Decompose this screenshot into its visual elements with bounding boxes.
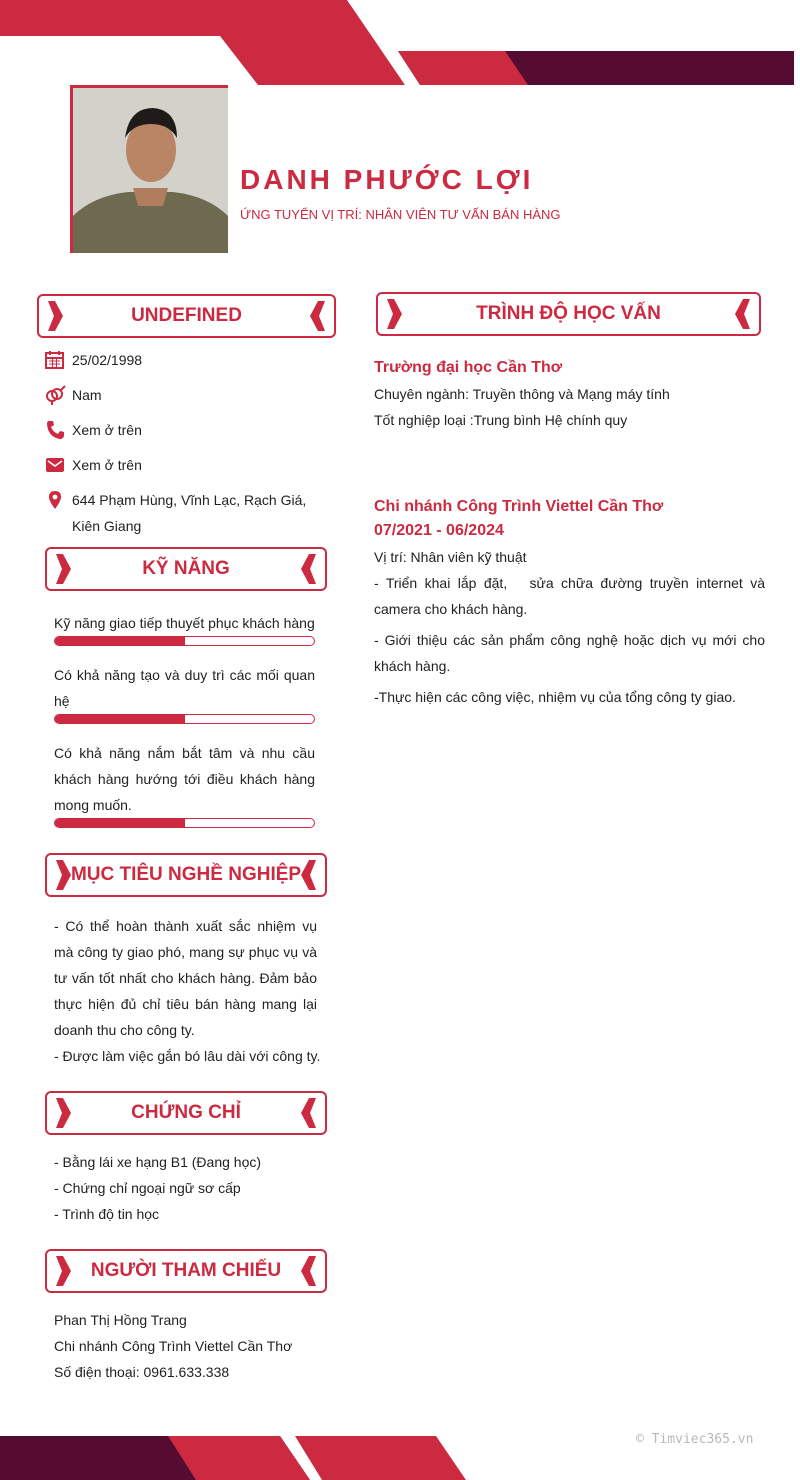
watermark: © Timviec365.vn xyxy=(636,1432,754,1447)
chevron-left-icon xyxy=(299,552,319,586)
address-value: 644 Phạm Hùng, Vĩnh Lạc, Rạch Giá, Kiên Giang xyxy=(72,492,307,534)
section-header-personal xyxy=(37,294,336,338)
section-header-references xyxy=(45,1249,327,1293)
birthday-row xyxy=(44,347,334,373)
certificate-item: - Trình độ tin học xyxy=(54,1206,160,1222)
calendar-icon xyxy=(44,350,66,370)
skill-level-fill xyxy=(55,819,185,827)
skill-level-bar xyxy=(54,818,315,828)
address-row xyxy=(44,487,334,539)
certificate-item: - Chứng chỉ ngoại ngữ sơ cấp xyxy=(54,1180,241,1196)
skill-level-fill xyxy=(55,637,185,645)
phone-row xyxy=(44,417,334,443)
phone-icon xyxy=(44,420,66,440)
experience-duty: - Giới thiệu các sản phẩm công nghệ hoặc dịch vụ mới cho khách hàng. xyxy=(374,632,765,674)
skill-level-bar xyxy=(54,714,315,724)
experience-role: Vị trí: Nhân viên kỹ thuật xyxy=(374,549,527,565)
section-title: TRÌNH ĐỘ HỌC VẤN xyxy=(476,303,661,324)
profile-photo xyxy=(73,88,228,253)
email-value: Xem ở trên xyxy=(72,457,142,473)
chevron-left-icon xyxy=(733,297,753,331)
chevron-left-icon xyxy=(299,1096,319,1130)
reference-company: Chi nhánh Công Trình Viettel Cần Thơ xyxy=(54,1338,293,1354)
location-pin-icon xyxy=(44,490,66,510)
section-header-objective xyxy=(45,853,327,897)
email-row xyxy=(44,452,334,478)
header-decoration xyxy=(0,0,800,90)
objective-text: - Được làm việc gắn bó lâu dài với công ty. xyxy=(54,1048,321,1064)
experience-duty: - Triển khai lắp đặt, sửa chữa đường truyền internet và camera cho khách hàng. xyxy=(374,575,769,617)
education-grade: Tốt nghiệp loại :Trung bình Hệ chính quy xyxy=(374,412,628,428)
school-name: Trường đại học Cần Thơ xyxy=(374,359,563,376)
skill-level-bar xyxy=(54,636,315,646)
section-header-education xyxy=(376,292,761,336)
experience-company: Chi nhánh Công Trình Viettel Cần Thơ xyxy=(374,498,664,515)
section-header-skills xyxy=(45,547,327,591)
gender-value: Nam xyxy=(72,387,102,403)
section-title: UNDEFINED xyxy=(131,305,242,326)
chevron-left-icon xyxy=(299,1254,319,1288)
section-header-certificates xyxy=(45,1091,327,1135)
experience-duty: -Thực hiện các công việc, nhiệm vụ của tổng công ty giao. xyxy=(374,689,736,705)
experience-period: 07/2021 - 06/2024 xyxy=(374,522,504,539)
certificate-item: - Bằng lái xe hạng B1 (Đang học) xyxy=(54,1154,262,1170)
chevron-left-icon xyxy=(299,858,319,892)
section-title: CHỨNG CHỈ xyxy=(131,1102,241,1123)
birthday-value: 25/02/1998 xyxy=(72,352,143,368)
envelope-icon xyxy=(44,455,66,475)
gender-row xyxy=(44,382,334,408)
gender-icon xyxy=(44,385,66,405)
education-major: Chuyên ngành: Truyền thông và Mạng máy tính xyxy=(374,386,670,402)
objective-text: - Có thể hoàn thành xuất sắc nhiệm vụ mà công ty giao phó, mang sự phục vụ và tư vấn tốt nhất cho khách hàng. Đảm bảo thực hiện đủ chỉ tiêu bán hàng mang lại doanh thu cho công ty. xyxy=(54,918,317,1038)
skill-level-fill xyxy=(55,715,185,723)
skill-name: Kỹ năng giao tiếp thuyết phục khách hàng xyxy=(54,615,315,631)
chevron-left-icon xyxy=(308,299,328,333)
applied-position: ỨNG TUYỂN VỊ TRÍ: NHÂN VIÊN TƯ VẤN BÁN HÀNG xyxy=(240,207,561,222)
phone-value: Xem ở trên xyxy=(72,422,142,438)
reference-phone: Số điện thoại: 0961.633.338 xyxy=(54,1364,230,1380)
section-title: KỸ NĂNG xyxy=(142,558,230,579)
section-title: NGƯỜI THAM CHIẾU xyxy=(90,1260,282,1281)
skill-name: Có khả năng nắm bắt tâm và nhu cầu khách hàng hướng tới điều khách hàng mong muốn. xyxy=(54,745,315,813)
section-title: MỤC TIÊU NGHỀ NGHIỆP xyxy=(70,864,302,885)
candidate-name: DANH PHƯỚC LỢI xyxy=(240,164,534,195)
reference-name: Phan Thị Hồng Trang xyxy=(54,1312,187,1328)
skill-name: Có khả năng tạo và duy trì các mối quan hệ xyxy=(54,667,315,709)
